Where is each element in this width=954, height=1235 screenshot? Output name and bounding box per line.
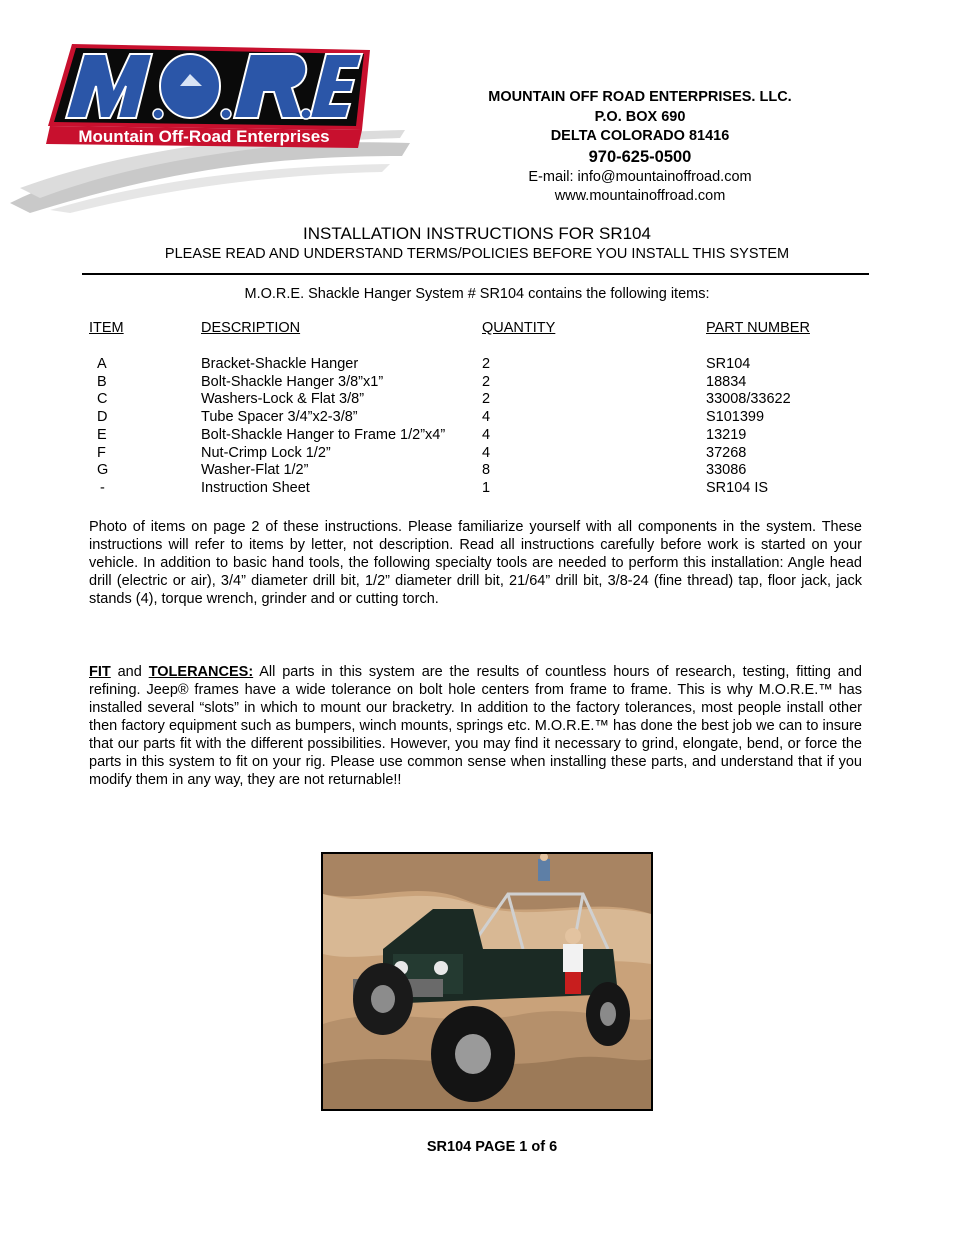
fit-body: All parts in this system are the results of countless hours of research, testing, fitting and refining. Jeep® frames have a wide tolerance on bolt hole centers from frame to frame. This is why M.O.R.E.™ has installed several “slots” in which to mount our bracketry. In addition to the factory tolerances, most people install other then factory equipment such as bumpers, winch mounts, springs etc. M.O.R.E.™ has done the best job we can to insure that our parts fit with the different possibilities. However, you may find it necessary to grind, elongate, bend, or force the parts in this system to fit on your rig. Please use common sense when installing these parts, and understand that if you modify them in any way, they are not returnable!! (89, 664, 862, 788)
jeep-photo-illustration (323, 854, 651, 1109)
item-quantity: 2 (482, 391, 491, 408)
item-letter: - (100, 479, 105, 496)
header-quantity: QUANTITY (482, 320, 556, 336)
item-part-number: 33008/33622 (706, 391, 791, 408)
item-quantity: 4 (482, 426, 491, 443)
item-description: Bolt-Shackle Hanger 3/8”x1” (201, 373, 384, 390)
tolerances-label: TOLERANCES: (148, 664, 254, 680)
logo-graphic (10, 38, 410, 213)
divider (82, 273, 869, 275)
item-description: Tube Spacer 3/4”x2-3/8” (201, 409, 358, 426)
table-row (89, 462, 866, 480)
fit-label: FIT (89, 664, 111, 680)
item-description: Bracket-Shackle Hanger (201, 356, 359, 372)
intro-line: M.O.R.E. Shackle Hanger System # SR104 contains the following items: (244, 286, 710, 302)
item-letter: D (97, 409, 108, 426)
item-quantity: 8 (482, 462, 491, 479)
table-row (89, 427, 866, 445)
item-quantity: 2 (482, 356, 491, 372)
fit-tolerances-paragraph (89, 663, 862, 789)
item-letter: A (97, 356, 107, 372)
parts-table-header (89, 320, 866, 356)
company-city: DELTA COLORADO 81416 (550, 128, 730, 144)
item-letter: F (97, 444, 106, 461)
item-letter: G (97, 462, 109, 479)
item-part-number: SR104 (706, 356, 751, 372)
header-part-number: PART NUMBER (706, 320, 810, 336)
header-item: ITEM (89, 320, 124, 336)
item-description: Instruction Sheet (201, 479, 310, 496)
item-part-number: SR104 IS (706, 479, 769, 496)
company-po-box: P.O. BOX 690 (594, 108, 686, 125)
item-quantity: 4 (482, 409, 491, 426)
company-website: www.mountainoffroad.com (554, 188, 726, 204)
document-subtitle: PLEASE READ AND UNDERSTAND TERMS/POLICIES BEFORE YOU INSTALL THIS SYSTEM (164, 246, 790, 262)
page-footer: SR104 PAGE 1 of 6 (426, 1139, 558, 1155)
company-logo (10, 38, 410, 213)
logo-subtitle: Mountain Off-Road Enterprises (78, 127, 330, 146)
header-description: DESCRIPTION (201, 320, 301, 336)
item-part-number: 33086 (706, 462, 747, 479)
table-row (89, 409, 866, 427)
parts-table (89, 320, 866, 498)
company-email: E-mail: info@mountainoffroad.com (528, 168, 752, 185)
item-letter: E (97, 426, 107, 443)
item-letter: C (97, 391, 108, 408)
item-letter: B (97, 373, 107, 390)
table-row (89, 374, 866, 392)
table-row (89, 391, 866, 409)
table-row (89, 480, 866, 498)
item-description: Washers-Lock & Flat 3/8” (201, 391, 365, 408)
item-description: Nut-Crimp Lock 1/2” (201, 444, 331, 461)
item-part-number: 13219 (706, 426, 747, 443)
item-part-number: 37268 (706, 444, 747, 461)
company-phone: 970-625-0500 (588, 147, 692, 166)
table-row (89, 445, 866, 463)
item-description: Washer-Flat 1/2” (201, 462, 309, 479)
item-description: Bolt-Shackle Hanger to Frame 1/2”x4” (201, 426, 446, 443)
item-part-number: 18834 (706, 373, 747, 390)
item-quantity: 2 (482, 373, 491, 390)
tools-paragraph: Photo of items on page 2 of these instructions. Please familiarize yourself with all components in the system. These instructions will refer to items by letter, not description. Read all instructions carefully before work is started on your vehicle. In addition to basic hand tools, the following specialty tools are needed to perform this installation: Angle head drill (electric or air), 3/4” diameter drill bit, 1/2” diameter drill bit, 21/64” drill bit, 3/8-24 (fine thread) tap, floor jack, jack stands (4), torque wrench, grinder and or cutting torch. (89, 519, 862, 607)
company-name: MOUNTAIN OFF ROAD ENTERPRISES. LLC. (488, 89, 792, 105)
item-part-number: S101399 (706, 409, 765, 426)
item-quantity: 1 (482, 479, 491, 496)
jeep-photo (321, 852, 653, 1111)
document-title: INSTALLATION INSTRUCTIONS FOR SR104 (303, 224, 651, 243)
and-text: and (110, 664, 149, 680)
company-info (420, 88, 860, 207)
item-quantity: 4 (482, 444, 491, 461)
table-row (89, 356, 866, 374)
